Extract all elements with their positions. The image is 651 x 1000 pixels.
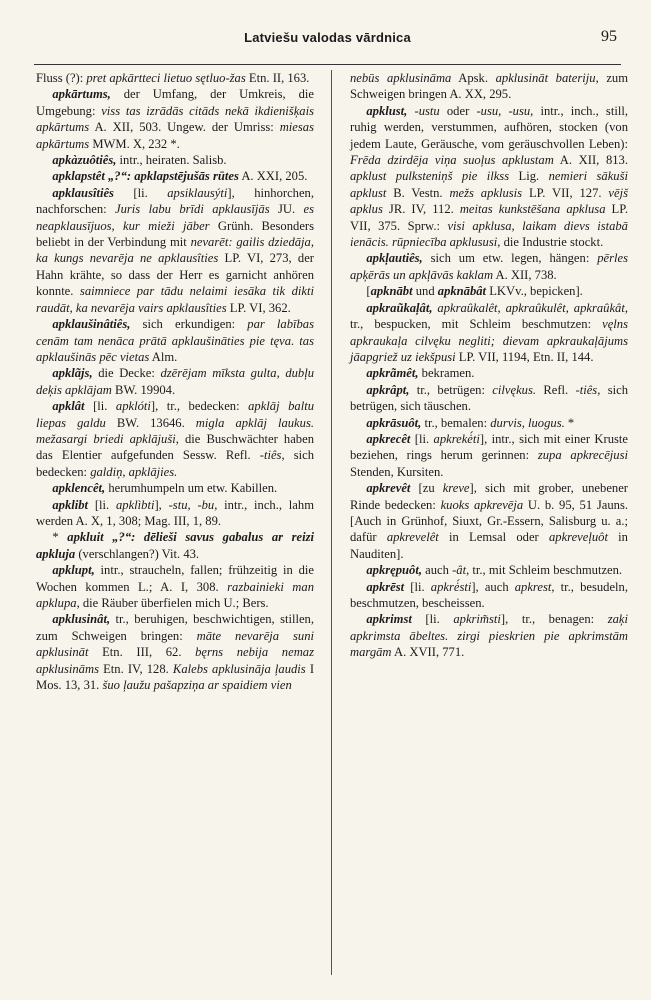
entry-headword: apkļautiês, <box>366 251 423 266</box>
german-gloss: in Lemsal oder <box>438 530 549 545</box>
german-gloss: , die Buschwächter haben das Elentier aufgefunden Sessw. Refl. <box>36 431 314 463</box>
entry-headword: apklusinât, <box>52 612 111 627</box>
german-gloss: intr., straucheln, fallen; frühzeitig in die Wochen kommen L.; A. I, 308. <box>36 563 314 594</box>
latvian-example: Frēda dzirdēja viņa suoļus apklustam <box>350 153 554 168</box>
german-gloss: Etn. II, 163. <box>245 71 310 85</box>
latvian-example: Juris labu brīdi apklausījās <box>115 202 270 217</box>
latvian-example: migla apklāj laukus. mežasargi briedi apklājuši <box>36 415 314 446</box>
german-gloss: tr., betrügen: <box>409 382 493 397</box>
latvian-example: apkreveļuôt <box>548 530 608 545</box>
dictionary-entry <box>36 152 314 168</box>
german-gloss: Lig. <box>509 169 549 184</box>
german-gloss: [li. <box>88 497 116 512</box>
german-gloss: Refl. <box>536 382 576 397</box>
german-gloss: ], auch <box>471 579 515 594</box>
running-title: Latviešu valodas vārdnica <box>244 30 411 45</box>
latvian-example: nemieri sākuši apklust <box>350 169 628 200</box>
latvian-example: vējš apklus <box>350 185 629 217</box>
german-gloss: , die Industrie stockt. <box>497 235 604 250</box>
german-gloss: LP. VII, 375. Sprw.: <box>350 202 628 233</box>
entry-headword: apknābt <box>370 284 413 299</box>
german-gloss: A. XXI, 205. <box>238 169 308 184</box>
right-column <box>350 70 628 661</box>
dictionary-entry <box>350 300 628 366</box>
german-gloss: tr., mit Schleim beschmutzen. <box>469 563 623 578</box>
latvian-example: nevarēt: gailis dziedāja, ka kungs nevarēja ne apklausîties <box>36 235 314 266</box>
german-gloss: intr., inch., lahm werden A. X, 1, 308; Mag. III, 1, 89. <box>36 497 314 528</box>
german-gloss: JU. <box>269 202 304 217</box>
entry-headword: apkrępuôt, <box>366 563 423 578</box>
latvian-example: pērles apķērās un apkļāvās kaklam <box>350 251 628 282</box>
entry-headword: apklãjs, <box>52 366 93 381</box>
german-gloss: [ <box>366 284 371 299</box>
latvian-example: apsiklausýti <box>167 185 228 200</box>
dictionary-entry <box>36 497 314 530</box>
entry-headword: apkrāsuôt, <box>366 415 422 430</box>
german-gloss: * <box>52 530 68 545</box>
german-gloss: Grünh. Besonders beliebt in der Verbindung mit <box>36 218 315 250</box>
dictionary-entry <box>36 168 314 184</box>
latvian-example: vęlns apkraukaļa cilvęku negliti; dievam apkraukaļājums jāapgriež uz iekšpusi <box>350 317 628 364</box>
dictionary-entry <box>350 611 628 660</box>
dictionary-entry <box>36 316 314 365</box>
german-gloss: B. Vestn. <box>386 185 450 200</box>
dictionary-entry <box>36 398 314 480</box>
dictionary-entry <box>350 431 628 480</box>
german-gloss: ], <box>154 497 169 512</box>
latvian-example: šuo ļaužu pašapziņa ar spaidiem vien <box>102 678 292 693</box>
entry-headword: apkrecêt <box>366 431 411 446</box>
latvian-example: -tiês <box>259 448 282 463</box>
latvian-example: visi apklusa, laikam dievs istabā ienācis. rūpniecība apklususi <box>350 218 628 250</box>
dictionary-entry <box>350 365 628 381</box>
german-gloss: * <box>564 415 575 430</box>
entry-headword: apklencêt, <box>52 481 106 496</box>
left-column <box>36 70 314 693</box>
column-divider <box>331 70 332 975</box>
latvian-example: nebūs apklusināma <box>350 71 452 85</box>
dictionary-entry <box>36 611 314 693</box>
dictionary-entry <box>350 415 628 431</box>
german-gloss: tr., bespucken, mit Schleim beschmutzen: <box>350 317 603 332</box>
latvian-example: apklust pulksteniņš pie ilkss <box>350 169 510 184</box>
german-gloss: A. XII, 503. Ungew. der Umriss: <box>89 120 280 135</box>
german-gloss: ], tr., bedecken: <box>150 399 249 414</box>
latvian-example: apkrest, <box>514 579 555 594</box>
german-gloss: die Decke: <box>92 366 161 381</box>
latvian-example: māte nevarēja suni apklusināt <box>36 628 314 660</box>
german-gloss: [li. <box>411 612 454 627</box>
german-gloss: , die Räuber überfielen mich U.; Bers. <box>76 596 269 610</box>
german-gloss: BW. 19904. <box>111 382 176 397</box>
entry-headword: apklust, <box>366 103 408 118</box>
dictionary-entry <box>36 480 314 496</box>
german-gloss: A. XII, 738. <box>493 267 557 282</box>
german-gloss: herumhumpeln um etw. Kabillen. <box>105 481 278 496</box>
latvian-example: meitas kunkstēšana apklusa <box>459 202 606 217</box>
entry-headword: apklupt, <box>52 563 95 578</box>
latvian-example: apkrekė́ti <box>433 431 480 446</box>
entry-headword: apkluit „?“: dēlieši savus gabalus ar reizi apkluja <box>36 530 314 561</box>
german-gloss: A. XII, 813. <box>553 153 628 168</box>
entry-headword: apklausîtiês <box>52 185 114 200</box>
german-gloss: [li. <box>113 185 168 200</box>
german-gloss: der Umfang, der Umkreis, die Umgebung: <box>36 87 314 118</box>
latvian-example: apklāj baltu liepas galdu <box>36 399 314 430</box>
dictionary-entry <box>350 103 628 251</box>
latvian-example: -tiês, <box>575 382 601 397</box>
german-gloss: tr., beruhigen, beschwichtigen, stillen, zum Schweigen bringen: <box>36 612 314 643</box>
german-gloss: [li. <box>410 431 434 446</box>
entry-headword: apkàzuôtiês, <box>52 153 117 168</box>
entry-headword: apklibt <box>52 497 89 512</box>
german-gloss: ], intr., sich mit einer Kruste beziehen, rings herum gerinnen: <box>350 431 628 463</box>
german-gloss: [li. <box>84 399 116 414</box>
german-gloss: ], hinhorchen, nachforschen: <box>36 185 315 217</box>
dictionary-entry <box>36 529 314 562</box>
latvian-example: cilvękus. <box>492 382 536 397</box>
german-gloss: ], sich mit grober, unebener Rinde bedecken: <box>350 481 628 512</box>
german-gloss: in Nauditen]. <box>350 530 628 561</box>
german-gloss: LP. VII, 127. <box>522 185 609 200</box>
german-gloss: (verschlangen?) Vit. 43. <box>75 546 200 561</box>
latvian-example: zaķi apkrimsta ābeltes. zirgi pieskrien pie apkrimstām margām <box>350 612 628 660</box>
dictionary-entry <box>36 86 314 152</box>
german-gloss: A. XVII, 771. <box>391 645 465 660</box>
latvian-example: bęrns nebija nemaz apklusināms <box>36 645 314 676</box>
page-number: 95 <box>601 28 617 45</box>
german-gloss: [zu <box>410 481 443 496</box>
german-gloss: LKVv., bepicken]. <box>486 284 583 299</box>
german-gloss: Alm. <box>149 349 178 364</box>
latvian-example: zupa apkrecējusi <box>537 448 628 463</box>
latvian-example: apklìbti <box>115 497 155 512</box>
german-gloss: Stenden, Kursiten. <box>350 464 444 479</box>
german-gloss: LP. VI, 362. <box>226 300 291 315</box>
dictionary-entry <box>36 562 314 611</box>
dictionary-entry <box>350 562 628 578</box>
latvian-example: razbainieki man apklupa <box>36 579 314 610</box>
dictionary-entry <box>36 70 314 86</box>
german-gloss: sich erkundigen: <box>130 317 248 332</box>
german-gloss: Etn. IV, 128. <box>98 661 173 676</box>
latvian-example: apkrim̃sti <box>453 612 501 627</box>
german-gloss: sich um etw. legen, hängen: <box>422 251 598 266</box>
german-gloss: bekramen. <box>418 366 475 381</box>
dictionary-entry <box>36 185 314 316</box>
latvian-example: -usu, -usu, <box>476 103 534 118</box>
german-gloss: LP. VI, 273, der Hahn krähte, so dass der Herr es garnicht anhören konnte. <box>36 251 314 299</box>
latvian-example: apkrevelêt <box>386 530 439 545</box>
latvian-example: apkraûkalêt, apkraûkulêt, apkraûkât, <box>437 300 628 315</box>
latvian-example: apkrė́sti <box>430 579 472 594</box>
german-gloss: Etn. III, 62. <box>88 645 196 660</box>
latvian-example: viss tas izrādās citāds nekā ikdienišķais apkārtums <box>36 103 314 135</box>
dictionary-entry <box>350 382 628 415</box>
latvian-example: pret apkārtteci lietuo sętluo-žas <box>86 71 246 85</box>
entry-headword: apkrimst <box>366 612 412 627</box>
latvian-example: kuoks apkrevēja <box>440 497 524 512</box>
dictionary-entry <box>350 579 628 612</box>
entry-headword: apkrâpt, <box>366 382 410 397</box>
header-rule <box>34 64 621 65</box>
latvian-example: miesas apkārtums <box>36 120 314 151</box>
entry-headword: apklât <box>52 399 85 414</box>
page-header <box>34 18 621 48</box>
latvian-example: -ât, <box>452 563 470 578</box>
german-gloss: tr., bemalen: <box>421 415 491 430</box>
entry-headword: apkrãmêt, <box>366 366 419 381</box>
latvian-example: -ustu <box>407 103 440 118</box>
german-gloss: Fluss (?): <box>36 71 87 85</box>
german-gloss: U. b. 95, 51 Jauns. [Auch in Grünhof, Siuxt, Gr.-Essern, Salisburg u. a.; dafür <box>350 497 628 545</box>
latvian-example: apklóti <box>115 399 151 414</box>
latvian-example: kreve <box>442 481 470 496</box>
german-gloss: intr., heiraten. Salisb. <box>116 153 227 168</box>
latvian-example: Kalebs apklusināja ļaudis <box>172 661 306 676</box>
entry-headword: apkraũkaļât, <box>366 300 438 315</box>
german-gloss: oder <box>439 103 477 118</box>
german-gloss: BW. 13646. <box>105 415 196 430</box>
german-gloss: , sich bedecken: <box>36 448 314 479</box>
german-gloss: und <box>412 284 438 299</box>
entry-headword: apknābât <box>437 284 487 299</box>
entry-headword: apkārtums, <box>52 87 111 102</box>
latvian-example: par labības cenām tam nenāca prātā apklaušināties pie tęva. tas apklaušinās pēc vietas <box>36 317 315 364</box>
german-gloss: JR. IV, 112. <box>382 202 460 217</box>
latvian-example: es neapklausījuos, kur mieži jāber <box>36 202 314 233</box>
dictionary-entry <box>350 283 628 299</box>
dictionary-entry <box>36 365 314 398</box>
latvian-example: galdiņ, apklājies. <box>90 464 178 479</box>
german-gloss: sich betrügen, sich täuschen. <box>350 382 628 414</box>
german-gloss: ], tr., benagen: <box>500 612 608 627</box>
latvian-example: saimniece par tādu nelaimi iesāka tik dikti raudāt, ka nevarēja vairs apklausîties <box>36 284 314 315</box>
latvian-example: dzērējam mīksta gulta, dubļu deķis apklājam <box>36 366 314 397</box>
dictionary-entry <box>350 250 628 283</box>
latvian-example: -stu, -bu, <box>168 497 218 512</box>
entry-headword: apklapstêt „?“: apklapstējušās rūtes <box>52 169 239 184</box>
german-gloss: LP. VII, 1194, Etn. II, 144. <box>455 349 594 364</box>
latvian-example: apklusināt bateriju <box>495 71 596 85</box>
entry-headword: apklaušinâtiês, <box>52 317 131 332</box>
german-gloss: Apsk. <box>451 71 496 85</box>
german-gloss: tr., besudeln, beschmutzen, bescheissen. <box>350 579 628 610</box>
german-gloss: MWM. X, 232 *. <box>89 136 180 151</box>
german-gloss: auch <box>422 563 453 578</box>
german-gloss: I Mos. 13, 31. <box>36 661 315 693</box>
german-gloss: [li. <box>404 579 431 594</box>
dictionary-entry <box>350 70 628 103</box>
dictionary-entry <box>350 480 628 562</box>
latvian-example: durvis, luogus. <box>490 415 565 430</box>
german-gloss: , zum Schweigen bringen A. XX, 295. <box>350 71 628 102</box>
entry-headword: apkrēst <box>366 579 405 594</box>
latvian-example: mežs apklusis <box>449 185 523 200</box>
german-gloss: intr., inch., still, ruhig werden, verstummen, aufhören, stocken (von jedem Laute, Geräusche, vom geräuschvollen Leben): <box>350 103 628 151</box>
entry-headword: apkrevêt <box>366 481 411 496</box>
